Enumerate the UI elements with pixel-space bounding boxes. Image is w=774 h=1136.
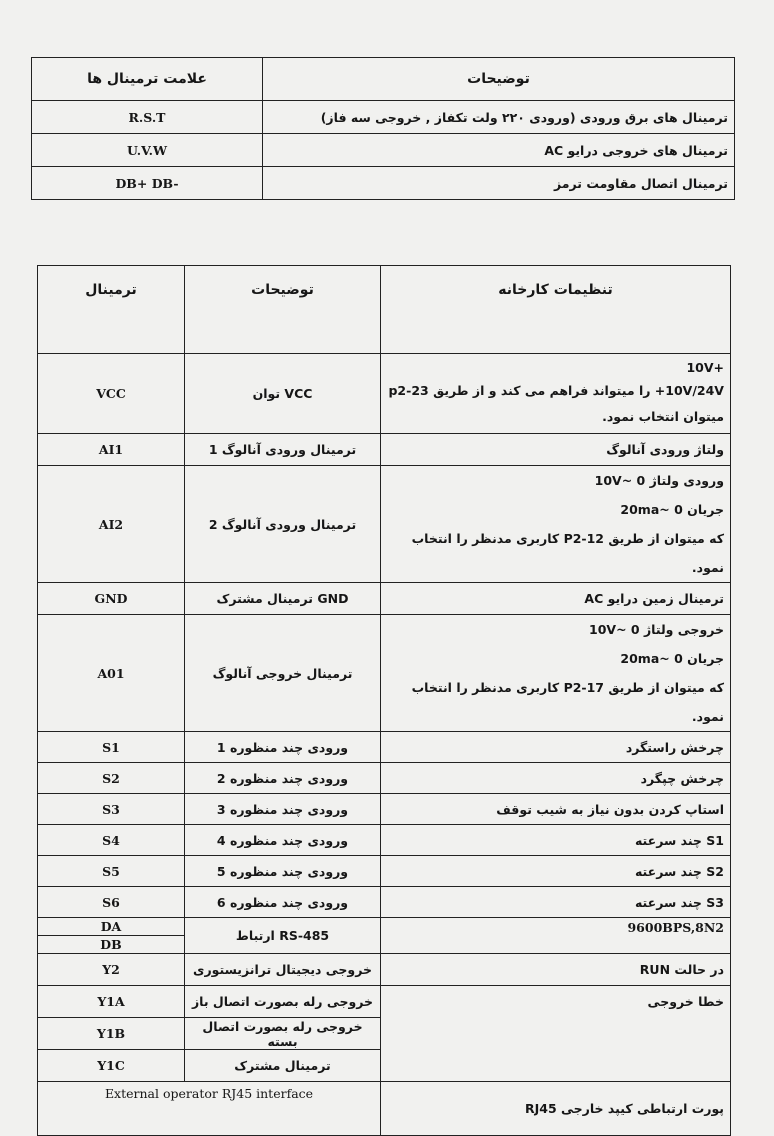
table-row: [38, 583, 731, 615]
desc-cell: ورودی چند منظوره 3: [185, 794, 381, 825]
symbol-cell: DB+ DB-: [32, 167, 263, 200]
table-row: [38, 856, 731, 887]
table-row: [38, 763, 731, 794]
factory-line: ورودی ولتاژ 10V~ 0: [594, 473, 724, 488]
factory-cell: S3 چند سرعته: [381, 887, 731, 918]
factory-line: +10V: [686, 359, 724, 375]
terminal-cell: Y1B: [38, 1018, 185, 1050]
header-desc: توضیحات: [185, 266, 381, 354]
table-row: [38, 1082, 731, 1136]
factory-cell: ولتاژ ورودی آنالوگ: [381, 434, 731, 466]
table-row: [32, 167, 735, 200]
table-row: [38, 825, 731, 856]
desc-cell: ارتباط RS-485: [185, 918, 381, 954]
factory-line: 10V/24V+ را میتواند فراهم می کند و از طریق p2-23: [388, 382, 724, 398]
header-factory: تنظیمات کارخانه: [381, 266, 731, 354]
terminal-cell: S6: [38, 887, 185, 918]
table-row: [38, 434, 731, 466]
factory-line: خروجی ولتاژ 10V~ 0: [589, 622, 724, 637]
terminal-cell: DA: [38, 918, 185, 936]
table-row: [38, 918, 731, 936]
desc-cell: ترمینال خروجی آنالوگ: [185, 615, 381, 732]
table-row: [38, 794, 731, 825]
terminal-cell: S1: [38, 732, 185, 763]
symbol-cell: R.S.T: [32, 101, 263, 134]
desc-cell: ترمینال ورودی آنالوگ 2: [185, 466, 381, 583]
desc-cell: ترمینال های برق ورودی (ورودی ۲۲۰ ولت تکفاز , خروجی سه فاز): [263, 101, 735, 134]
desc-cell: خروجی رله بصورت اتصال باز: [185, 986, 381, 1018]
control-terminals-table: [37, 265, 731, 1136]
table-row: [38, 887, 731, 918]
terminal-cell: S4: [38, 825, 185, 856]
table-row: [38, 615, 731, 732]
terminal-symbols-table: [31, 57, 735, 200]
table-header-row: [38, 266, 731, 354]
desc-cell: ورودی چند منظوره 2: [185, 763, 381, 794]
desc-cell: ترمینال اتصال مقاومت ترمز: [263, 167, 735, 200]
terminal-cell: S3: [38, 794, 185, 825]
desc-cell: ورودی چند منظوره 1: [185, 732, 381, 763]
header-terminal: ترمینال: [38, 266, 185, 354]
terminal-cell: S2: [38, 763, 185, 794]
desc-cell: ورودی چند منظوره 5: [185, 856, 381, 887]
desc-cell: External operator RJ45 interface: [38, 1082, 381, 1136]
table-header-row: [32, 58, 735, 101]
desc-cell: ترمینال های خروجی درایو AC: [263, 134, 735, 167]
desc-cell: خروجی رله بصورت اتصال بسته: [185, 1018, 381, 1050]
terminal-cell: VCC: [38, 354, 185, 434]
terminal-cell: AI2: [38, 466, 185, 583]
table-row: [38, 986, 731, 1018]
header-desc: توضیحات: [263, 58, 735, 101]
factory-cell: استاپ کردن بدون نیاز به شیب توقف: [381, 794, 731, 825]
factory-cell: چرخش راستگرد: [381, 732, 731, 763]
desc-cell: ترمینال مشترک GND: [185, 583, 381, 615]
table-row: [38, 732, 731, 763]
factory-cell: 9600BPS,8N2: [381, 918, 731, 954]
terminal-cell: GND: [38, 583, 185, 615]
desc-cell: ورودی چند منظوره 4: [185, 825, 381, 856]
factory-line: جریان 20ma~ 0: [620, 651, 724, 666]
symbol-cell: U.V.W: [32, 134, 263, 167]
factory-cell: [381, 466, 731, 583]
terminal-cell: AI1: [38, 434, 185, 466]
terminal-cell: DB: [38, 936, 185, 954]
factory-cell: خطا خروجی: [381, 986, 731, 1082]
factory-line: که میتوان از طریق P2-12 کاربری مدنظر را انتخاب نمود.: [411, 531, 724, 575]
table-row: [38, 354, 731, 434]
factory-line: که میتوان از طریق P2-17 کاربری مدنظر را انتخاب نمود.: [411, 680, 724, 724]
factory-cell: [381, 354, 731, 434]
table-row: [38, 954, 731, 986]
factory-cell: چرخش چپگرد: [381, 763, 731, 794]
desc-cell: ترمینال مشترک: [185, 1050, 381, 1082]
terminal-cell: S5: [38, 856, 185, 887]
factory-cell: ترمینال زمین درایو AC: [381, 583, 731, 615]
table-row: [38, 466, 731, 583]
desc-cell: ترمینال ورودی آنالوگ 1: [185, 434, 381, 466]
terminal-cell: A01: [38, 615, 185, 732]
factory-cell: S1 چند سرعته: [381, 825, 731, 856]
terminal-cell: Y1C: [38, 1050, 185, 1082]
desc-cell: خروجی دیجیتال ترانزیستوری: [185, 954, 381, 986]
factory-cell: [381, 615, 731, 732]
desc-cell: توان VCC: [185, 354, 381, 434]
factory-line: میتوان انتخاب نمود.: [602, 408, 724, 424]
desc-cell: ورودی چند منظوره 6: [185, 887, 381, 918]
factory-cell: پورت ارتباطی کیپد خارجی RJ45: [381, 1082, 731, 1136]
header-symbol: علامت ترمینال ها: [32, 58, 263, 101]
table-row: [32, 101, 735, 134]
factory-line: جریان 20ma~ 0: [620, 502, 724, 517]
terminal-cell: Y2: [38, 954, 185, 986]
table-row: [32, 134, 735, 167]
terminal-cell: Y1A: [38, 986, 185, 1018]
factory-cell: در حالت RUN: [381, 954, 731, 986]
factory-cell: S2 چند سرعته: [381, 856, 731, 887]
